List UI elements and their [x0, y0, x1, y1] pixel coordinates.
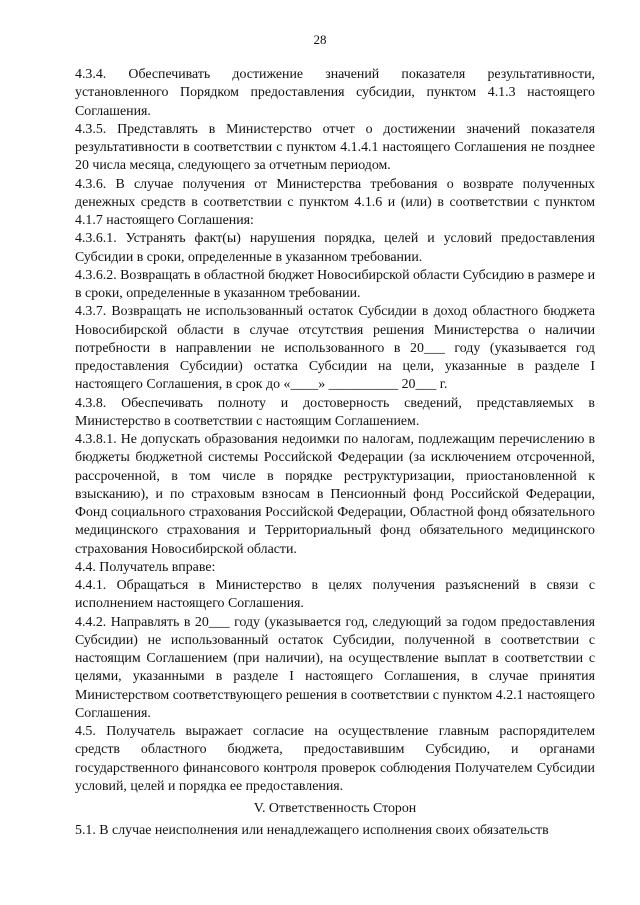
paragraph-4-5: 4.5. Получатель выражает согласие на осуществление главным распорядителем средств областного бюджета, предоставившим Субсидию, и органами государственного финансового контроля проверок соблюдения Получателем Субсидии условий, целей и порядка ее предоставления. [75, 724, 595, 794]
section-heading: V. Ответственность Сторон [253, 801, 417, 816]
paragraph-4-3-5: 4.3.5. Представлять в Министерство отчет о достижении значений показателя результативности в соответствии с пунктом 4.1.4.1 настоящего Соглашения не позднее 20 числа месяца, следующего за отчетным периодом. [75, 121, 595, 174]
paragraph-4-4-2: 4.4.2. Направлять в 20___ году (указывается год, следующий за годом предоставления Субсидии) не использованный остаток Субсидии, полученной в соответствии с настоящим Соглашением (при наличии), на осуществление выплат в соответствии с целями, указанными в разделе I настоящего Соглашения, в случае принятия Министерством соответствующего решения в соответствии с пунктом 4.2.1 настоящего Соглашения. [75, 614, 595, 721]
document-body [75, 66, 595, 841]
paragraph-4-3-4: 4.3.4. Обеспечивать достижение значений показателя результативности, установленного Порядком предоставления субсидии, пунктом 4.1.3 настоящего Соглашения. [75, 67, 595, 119]
paragraph-4-3-7: 4.3.7. Возвращать не использованный остаток Субсидии в доход областного бюджета Новосибирской области в случае отсутствия решения Министерства о наличии потребности в направлении не использованного в 20___ году (указывается год предоставления Субсидии) остатка Субсидии на цели, указанные в разделе I настоящего Соглашения, в срок до «____» __________ 20___ г. [75, 304, 595, 393]
paragraph-4-3-6: 4.3.6. В случае получения от Министерства требования о возврате полученных денежных средств в соответствии с пунктом 4.1.6 и (или) в соответствии с пунктом 4.1.7 настоящего Соглашения: [75, 176, 595, 228]
paragraph-4-4: 4.4. Получатель вправе: [75, 559, 216, 575]
paragraph-4-3-6-2: 4.3.6.2. Возвращать в областной бюджет Новосибирской области Субсидию в размере и в сроки, определенные в указанном требовании. [75, 267, 595, 301]
paragraph-4-3-8-1: 4.3.8.1. Не допускать образования недоимки по налогам, подлежащим перечислению в бюджеты бюджетной системы Российской Федерации (за исключением отсроченной, рассроченной, в том числе в порядке реструктуризации, приостановленной к взысканию), и по страховым взносам в Пенсионный фонд Российской Федерации, Фонд социального страхования Российской Федерации, Областной фонд обязательного медицинского страхования и Территориальный фонд обязательного медицинского страхования Новосибирской области. [75, 432, 595, 557]
page-number: 28 [313, 32, 327, 47]
paragraph-5-1: 5.1. В случае неисполнения или ненадлежащего исполнения своих обязательств [75, 823, 549, 839]
paragraph-4-3-8: 4.3.8. Обеспечивать полноту и достоверность сведений, представляемых в Министерство в соответствии с настоящим Соглашением. [75, 395, 595, 429]
paragraph-4-4-1: 4.4.1. Обращаться в Министерство в целях получения разъяснений в связи с исполнением настоящего Соглашения. [75, 578, 595, 612]
paragraph-4-3-6-1: 4.3.6.1. Устранять факт(ы) нарушения порядка, целей и условий предоставления Субсидии в сроки, определенные в указанном требовании. [75, 231, 595, 265]
